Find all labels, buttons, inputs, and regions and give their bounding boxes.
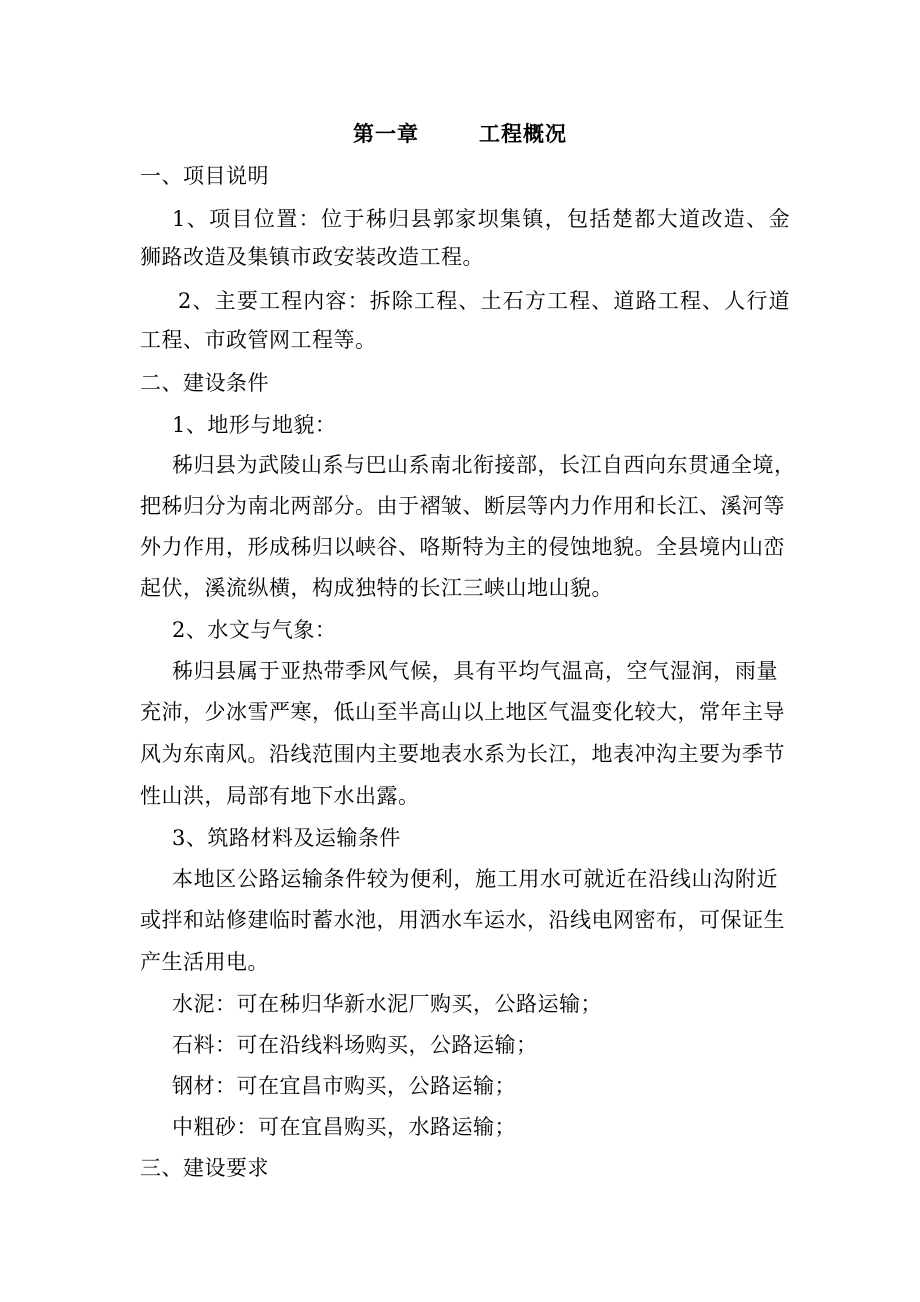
section-heading-2: 二、建设条件 bbox=[140, 371, 269, 395]
material-item: 中粗砂：可在宜昌购买，水路运输； bbox=[172, 1115, 516, 1139]
paragraph-line: 性山洪，局部有地下水出露。 bbox=[140, 784, 420, 808]
subsection-heading: 3、筑路材料及运输条件 bbox=[172, 826, 401, 850]
paragraph-line: 产生活用电。 bbox=[140, 950, 269, 974]
chapter-number: 第一章 bbox=[353, 121, 419, 146]
paragraph-line: 1、项目位置：位于秭归县郭家坝集镇，包括楚都大道改造、金 bbox=[172, 207, 790, 231]
subsection-heading: 1、地形与地貌： bbox=[172, 413, 337, 437]
section-heading-1: 一、项目说明 bbox=[140, 164, 269, 188]
paragraph-line: 本地区公路运输条件较为便利，施工用水可就近在沿线山沟附近 bbox=[172, 867, 778, 891]
material-item: 钢材：可在宜昌市购买，公路运输； bbox=[172, 1074, 516, 1098]
paragraph-line: 或拌和站修建临时蓄水池，用洒水车运水，沿线电网密布，可保证生 bbox=[140, 908, 785, 932]
material-item: 石料：可在沿线料场购买，公路运输； bbox=[172, 1033, 538, 1057]
paragraph-line: 充沛，少冰雪严寒，低山至半高山以上地区气温变化较大，常年主导 bbox=[140, 700, 785, 724]
material-item: 水泥：可在秭归华新水泥厂购买，公路运输； bbox=[172, 992, 602, 1016]
chapter-name: 工程概况 bbox=[479, 121, 567, 146]
paragraph-line: 2、主要工程内容：拆除工程、土石方工程、道路工程、人行道 bbox=[178, 289, 790, 313]
paragraph-line: 秭归县为武陵山系与巴山系南北衔接部，长江自西向东贯通全境， bbox=[172, 453, 796, 477]
section-heading-3: 三、建设要求 bbox=[140, 1156, 269, 1180]
paragraph-line: 工程、市政管网工程等。 bbox=[140, 328, 377, 352]
paragraph-line: 外力作用，形成秭归以峡谷、咯斯特为主的侵蚀地貌。全县境内山峦 bbox=[140, 535, 785, 559]
paragraph-line: 风为东南风。沿线范围内主要地表水系为长江，地表冲沟主要为季节 bbox=[140, 742, 785, 766]
paragraph-line: 把秭归分为南北两部分。由于褶皱、断层等内力作用和长江、溪河等 bbox=[140, 494, 785, 518]
paragraph-line: 秭归县属于亚热带季风气候，具有平均气温高，空气湿润，雨量 bbox=[172, 659, 778, 683]
chapter-title bbox=[0, 118, 920, 148]
paragraph-line: 狮路改造及集镇市政安装改造工程。 bbox=[140, 245, 484, 269]
subsection-heading: 2、水文与气象： bbox=[172, 618, 337, 642]
paragraph-line: 起伏，溪流纵横，构成独特的长江三峡山地山貌。 bbox=[140, 576, 613, 600]
